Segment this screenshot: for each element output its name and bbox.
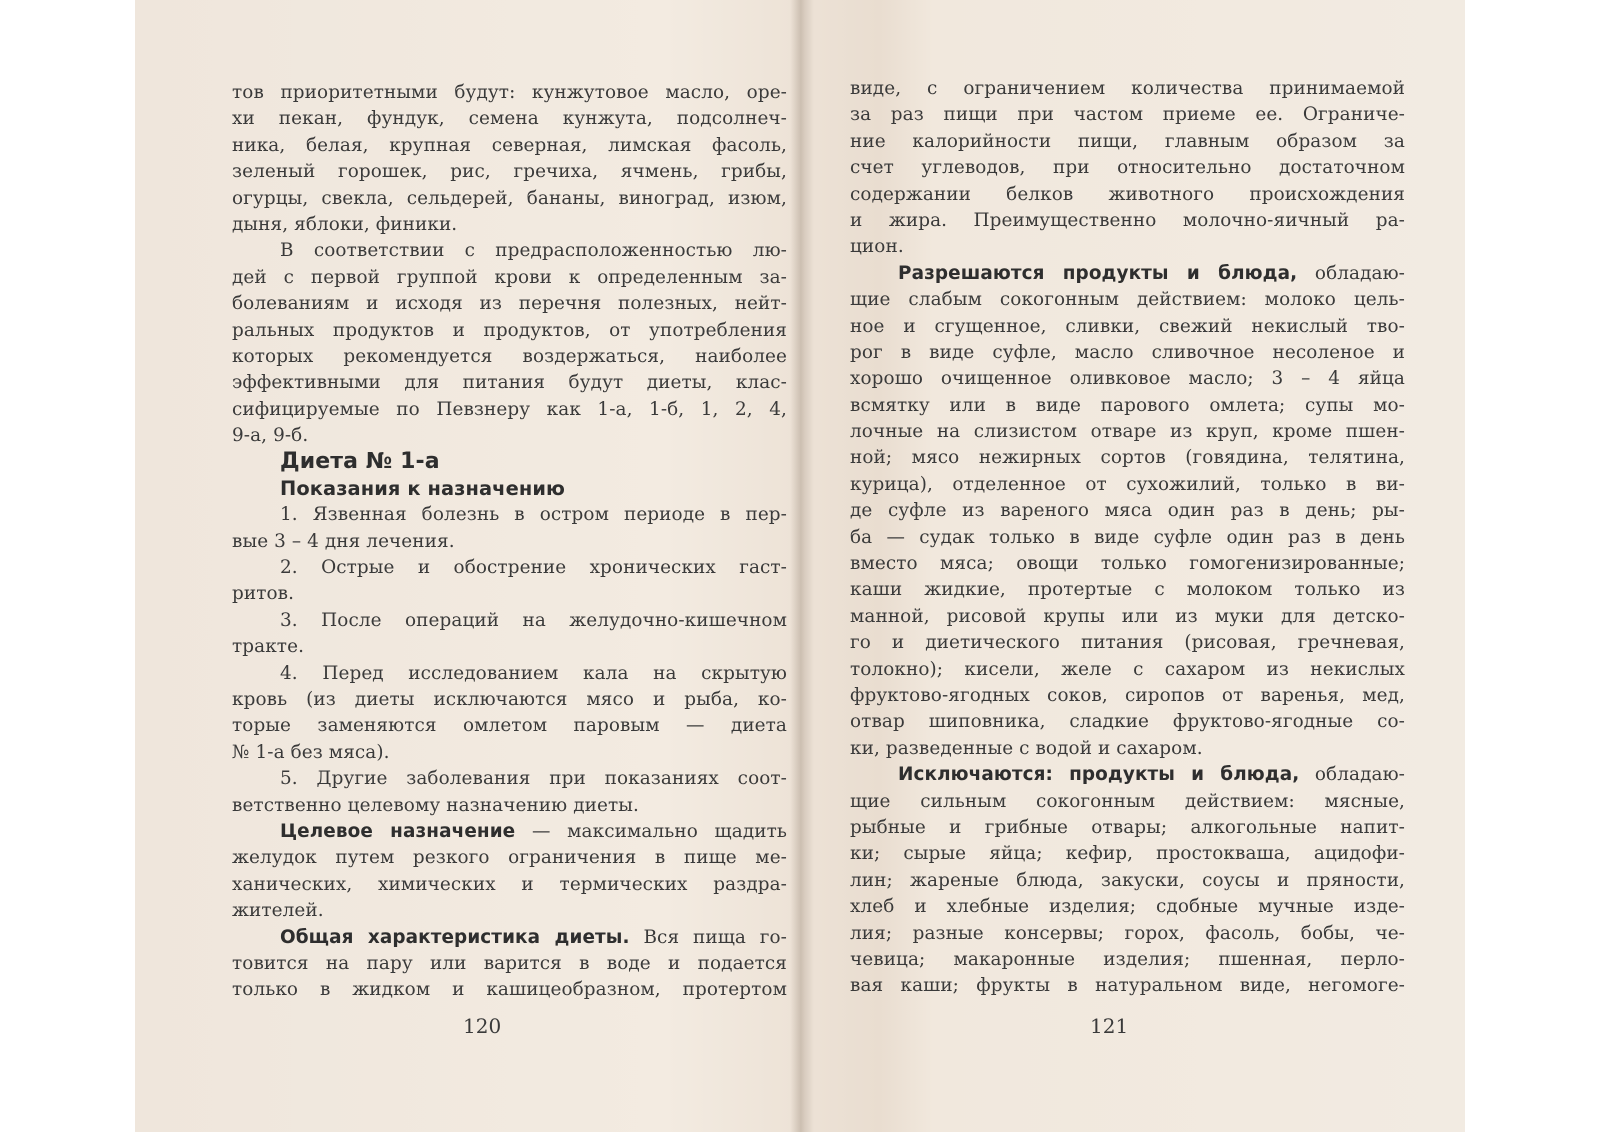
text-line: чевица; макаронные изделия; пшенная, перло-	[850, 948, 1405, 970]
text-line: лия; разные консервы; горох, фасоль, бобы, че-	[850, 922, 1405, 944]
page-number-right: 121	[1090, 1014, 1129, 1038]
diet-heading: Диета № 1-а	[280, 449, 440, 475]
text-line: ки, разведенные с водой и сахаром.	[850, 737, 1203, 759]
text-line: содержании белков животного происхождения	[850, 183, 1405, 205]
text-line: 9-а, 9-б.	[232, 425, 309, 447]
text-line: вая каши; фрукты в натуральном виде, негомоге-	[850, 975, 1405, 997]
text-line: торые заменяются омлетом паровым — диета	[232, 715, 787, 737]
text-line: виде, с ограничением количества принимаемой	[850, 78, 1405, 99]
text-line: ной; мясо нежирных сортов (говядина, телятина,	[850, 447, 1405, 469]
text-line: 2. Острые и обострение хронических гаст-	[280, 557, 787, 579]
text-line: курица), отделенное от сухожилий, только в ви-	[850, 473, 1405, 495]
text-line: желудок путем резкого ограничения в пище ме-	[232, 847, 787, 869]
text-line: лочные на слизистом отваре из круп, кроме пшен-	[850, 421, 1405, 443]
text-line: хи пекан, фундук, семена кунжута, подсолнеч-	[232, 108, 787, 130]
text-line	[850, 762, 1405, 788]
text-line: ба — судак только в виде суфле один раз в день	[850, 526, 1405, 548]
text-line: рог в виде суфле, масло сливочное несоленое и	[850, 341, 1405, 363]
text-line: кровь (из диеты исключаются мясо и рыба, ко-	[232, 688, 787, 710]
text-line: цион.	[850, 236, 904, 258]
text-line: де суфле из вареного мяса один раз в день; ры-	[850, 500, 1405, 522]
text-line: рыбные и грибные отвары; алкогольные напит-	[850, 816, 1405, 838]
right-page-text	[850, 76, 1405, 1000]
text-line: ветственно целевому назначению диеты.	[232, 794, 639, 816]
text-line: только в жидком и кашицеобразном, протертом	[232, 979, 787, 1001]
text-line: которых рекомендуется воздержаться, наиболее	[232, 345, 787, 367]
text-line: фруктово-ягодных соков, сиропов от варенья, мед,	[850, 684, 1405, 706]
text-fragment: — максимально щадить	[515, 820, 787, 842]
text-line: 1. Язвенная болезнь в остром периоде в пер-	[280, 504, 787, 526]
text-line	[232, 925, 787, 951]
text-line: ханических, химических и термических раздра-	[232, 873, 787, 895]
text-line: щие сильным сокогонным действием: мясные,	[850, 790, 1405, 812]
text-line: эффективными для питания будут диеты, клас-	[232, 372, 787, 394]
text-line: и жира. Преимущественно молочно-яичный ра-	[850, 209, 1405, 231]
text-line	[850, 261, 1405, 287]
text-line: го и диетического питания (рисовая, гречневая,	[850, 632, 1405, 654]
text-line: ритов.	[232, 583, 295, 605]
left-page-text	[232, 80, 787, 1004]
left-page	[135, 0, 800, 1132]
text-line: жителей.	[232, 900, 324, 922]
text-line: щие слабым сокогонным действием: молоко цель-	[850, 289, 1405, 311]
text-line: 3. После операций на желудочно-кишечном	[280, 609, 787, 631]
text-line: 5. Другие заболевания при показаниях соот-	[280, 768, 787, 790]
allowed-term: Разрешаются продукты и блюда,	[898, 262, 1298, 284]
text-line: хлеб и хлебные изделия; сдобные мучные изде-	[850, 896, 1405, 918]
text-line: ральных продуктов и продуктов, от употребления	[232, 319, 787, 341]
text-line: сифицируемые по Певзнеру как 1-а, 1-б, 1, 2, 4,	[232, 398, 787, 420]
text-line: 4. Перед исследованием кала на скрытую	[280, 662, 787, 684]
text-line: вместо мяса; овощи только гомогенизированные;	[850, 553, 1405, 575]
text-line: тов приоритетными будут: кунжутовое масло, оре-	[232, 82, 787, 103]
page-number-left: 120	[463, 1014, 502, 1038]
right-page	[800, 0, 1465, 1132]
text-line: хорошо очищенное оливковое масло; 3 – 4 яйца	[850, 368, 1405, 390]
text-fragment: обладаю-	[1299, 764, 1405, 786]
text-line: манной, рисовой крупы или из муки для детско-	[850, 605, 1405, 627]
text-line: за раз пищи при частом приеме ее. Ограниче-	[850, 104, 1405, 126]
text-line: всмятку или в виде парового омлета; супы мо-	[850, 394, 1405, 416]
text-line: ние калорийности пищи, главным образом за	[850, 130, 1405, 152]
text-line: болеваниям и исходя из перечня полезных, нейт-	[232, 293, 787, 315]
text-line: огурцы, свекла, сельдерей, бананы, виноград, изюм,	[232, 187, 787, 209]
text-line: ное и сгущенное, сливки, свежий некислый тво-	[850, 315, 1405, 337]
target-purpose-term: Целевое назначение	[280, 820, 516, 842]
text-line: толокно); кисели, желе с сахаром из некислых	[850, 658, 1405, 680]
general-description-term: Общая характеристика диеты.	[280, 926, 630, 948]
text-line: ника, белая, крупная северная, лимская фасоль,	[232, 134, 787, 156]
text-line: каши жидкие, протертые с молоком только из	[850, 579, 1405, 601]
text-line: дей с первой группой крови к определенным за-	[232, 266, 787, 288]
text-line: лин; жареные блюда, закуски, соусы и пряности,	[850, 869, 1405, 891]
text-line: № 1-а без мяса).	[232, 741, 390, 763]
text-line: вые 3 – 4 дня лечения.	[232, 530, 455, 552]
text-line	[232, 819, 787, 845]
text-line: счет углеводов, при относительно достаточном	[850, 157, 1405, 179]
text-line: ки; сырые яйца; кефир, простокваша, ацидофи-	[850, 843, 1405, 865]
excluded-term: Исключаются: продукты и блюда,	[898, 764, 1300, 786]
text-line: дыня, яблоки, финики.	[232, 213, 458, 235]
text-line: отвар шиповника, сладкие фруктово-ягодные со-	[850, 711, 1405, 733]
text-fragment: Вся пища го-	[629, 926, 787, 948]
text-line: В соответствии с предрасположенностью лю-	[280, 240, 787, 262]
text-line: товится на пару или варится в воде и подается	[232, 952, 787, 974]
text-fragment: обладаю-	[1297, 262, 1405, 284]
text-line: тракте.	[232, 636, 305, 658]
text-line: зеленый горошек, рис, гречиха, ячмень, грибы,	[232, 161, 787, 183]
indications-heading: Показания к назначению	[280, 476, 565, 500]
